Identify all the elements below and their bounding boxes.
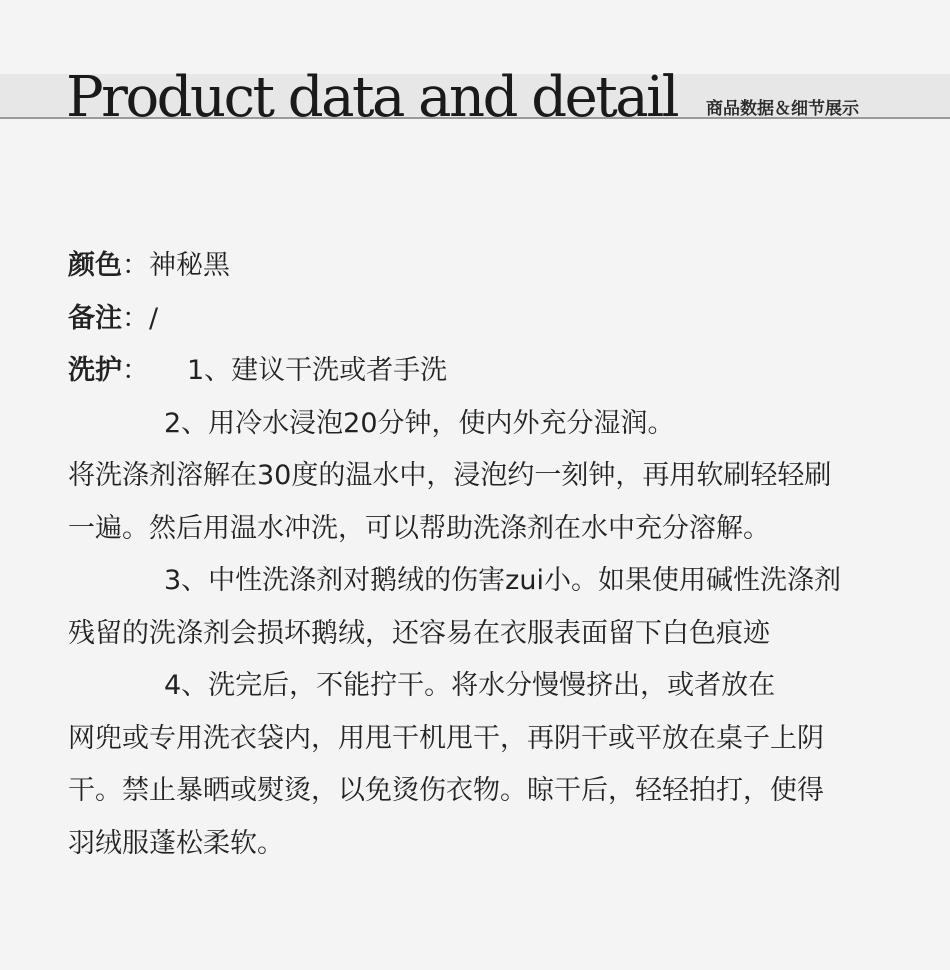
color-value: 神秘黑 [149,250,230,281]
care-line-6: 残留的洗涤剂会损坏鹅绒，还容易在衣服表面留下白色痕迹 [68,617,770,649]
care-line-2: 2、用冷水浸泡20分钟，使内外充分湿润。 [164,407,675,439]
care-separator: ： [122,355,149,386]
care-label: 洗护 [68,355,122,386]
note-row [68,293,918,346]
page-title: Product data and detail [66,65,677,130]
care-line-4: 一遍。然后用温水冲洗，可以帮助洗涤剂在水中充分溶解。 [68,512,770,544]
color-separator: ： [122,250,149,281]
note-value: / [149,302,159,334]
care-line-9: 干。禁止暴晒或熨烫，以免烫伤衣物。晾干后，轻轻拍打，使得 [68,775,824,806]
note-separator: ： [122,302,149,334]
care-line-5: 3、中性洗涤剂对鹅绒的伤害zui小。如果使用碱性洗涤剂 [164,565,841,596]
care-row [68,345,918,398]
care-line-3: 将洗涤剂溶解在30度的温水中，浸泡约一刻钟，再用软刷轻轻刷 [68,460,832,491]
page-subtitle: 商品数据＆细节展示 [706,99,859,119]
care-line-8: 网兜或专用洗衣袋内，用甩干机甩干，再阴干或平放在桌子上阴 [68,722,824,754]
color-label: 颜色 [68,250,122,281]
note-label: 备注 [68,302,122,334]
care-line-10: 羽绒服蓬松柔软。 [68,827,284,859]
care-line-1: 1、建议干洗或者手洗 [187,355,448,386]
product-details [68,240,918,870]
care-line-7: 4、洗完后，不能拧干。将水分慢慢挤出，或者放在 [164,670,776,701]
color-row [68,240,918,293]
